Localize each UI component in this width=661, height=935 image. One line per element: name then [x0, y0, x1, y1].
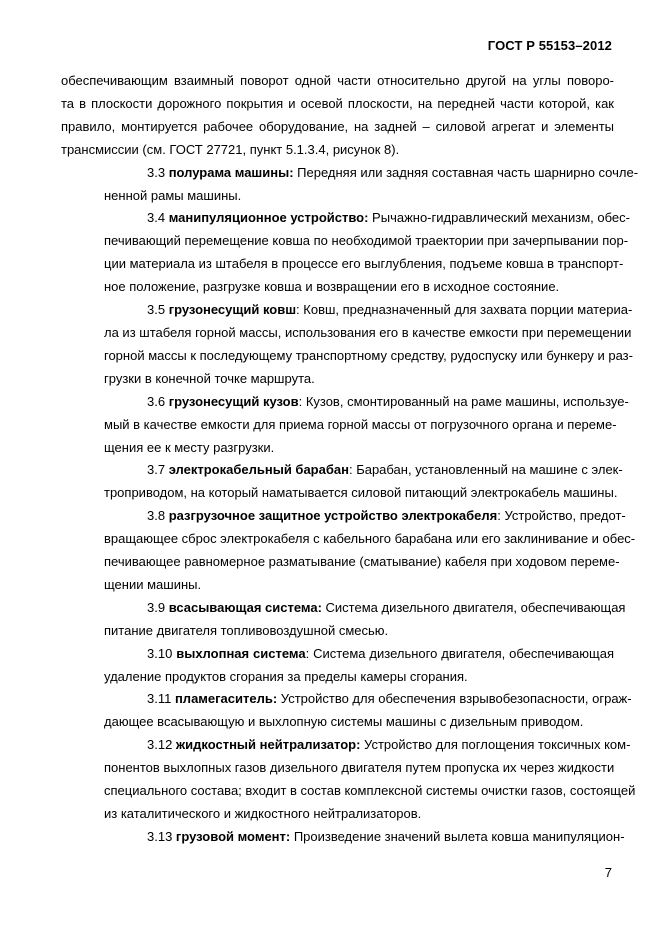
text-line: ла из штабеля горной массы, использования его в качестве емкости при перемещении: [104, 324, 632, 340]
definition-text: Устройство для поглощения токсичных ком-: [360, 737, 631, 753]
clause-number: 3.11: [147, 691, 175, 707]
definition-text: : Устройство, предот-: [497, 508, 626, 524]
text-line: ное положение, разгрузке ковша и возвращении его в исходное состояние.: [104, 279, 560, 295]
definition-paragraph: [61, 207, 630, 299]
text-line: щения ее к месту разгрузки.: [104, 439, 275, 455]
paragraph-first-line: [61, 207, 630, 230]
definition-text: : Система дизельного двигателя, обеспечивающая: [305, 645, 614, 661]
text-line: вращающее сброс электрокабеля с кабельного барабана или его заклинивание и обес-: [104, 531, 636, 547]
definition-text: : Кузов, смонтированный на раме машины, используе-: [298, 393, 629, 409]
clause-number: 3.8: [147, 508, 169, 524]
definition-paragraph: [61, 734, 636, 826]
text-line: щении машины.: [104, 576, 202, 592]
text-line: удаление продуктов сгорания за пределы камеры сгорания.: [104, 668, 468, 684]
text-line: троприводом, на который наматывается силовой питающий электрокабель машины.: [104, 485, 618, 501]
text-line: дающее всасывающую и выхлопную системы машины с дизельным приводом.: [104, 714, 584, 730]
definition-text: Устройство для обеспечения взрывобезопасности, ограж-: [277, 691, 632, 707]
clause-number: 3.10: [147, 645, 177, 661]
definition-paragraph: [61, 459, 623, 505]
text-line: специального состава; входит в состав комплексной системы очистки газов, состоящей: [104, 783, 636, 799]
document-code-header: ГОСТ Р 55153–2012: [487, 38, 612, 53]
definition-paragraph: [61, 688, 632, 734]
defined-term: полурама машины:: [168, 164, 294, 180]
definition-text: Рычажно-гидравлический механизм, обес-: [368, 210, 630, 226]
definition-paragraph: [61, 643, 614, 689]
defined-term: выхлопная система: [176, 645, 306, 661]
text-line: мый в качестве емкости для приема горной массы от погрузочного органа и переме-: [104, 416, 617, 432]
definition-text: Система дизельного двигателя, обеспечивающая: [321, 599, 626, 615]
paragraph-first-line: [61, 505, 626, 528]
text-line: трансмиссии (см. ГОСТ 27721, пункт 5.1.3.4, рисунок 8).: [61, 141, 400, 157]
text-line: питание двигателя топливовоздушной смесью.: [104, 622, 389, 638]
text-line: горной массы к последующему транспортному средству, рудоспуску или бункеру и раз-: [104, 347, 633, 363]
clause-number: 3.4: [147, 210, 169, 226]
text-line: печивающее равномерное разматывание (сматывание) кабеля при ходовом переме-: [104, 554, 620, 570]
clause-number: 3.12: [147, 737, 176, 753]
definition-paragraph: [61, 505, 636, 597]
paragraph-first-line: [61, 299, 633, 322]
definition-paragraph: [61, 391, 629, 460]
defined-term: манипуляционное устройство:: [168, 210, 369, 226]
definition-paragraph: [61, 162, 639, 208]
defined-term: грузонесущий ковш: [168, 302, 297, 318]
defined-term: грузонесущий кузов: [168, 393, 299, 409]
text-line: понентов выхлопных газов дизельного двигателя путем пропуска их через жидкости: [104, 760, 615, 776]
paragraph-first-line: [61, 643, 614, 666]
text-line: обеспечивающим взаимный поворот одной части относительно другой на углы поворо-: [61, 73, 614, 88]
clause-number: 3.9: [147, 599, 169, 615]
paragraph-first-line: [61, 391, 629, 414]
page-number: 7: [604, 865, 612, 880]
clause-number: 3.7: [147, 462, 169, 478]
defined-term: жидкостный нейтрализатор:: [175, 737, 361, 753]
paragraph-first-line: [61, 826, 625, 849]
definition-paragraph: [61, 826, 625, 849]
paragraph-first-line: [61, 459, 623, 482]
text-line: грузки в конечной точке маршрута.: [104, 370, 315, 386]
continuation-paragraph: [61, 70, 614, 162]
definition-paragraph: [61, 299, 633, 391]
defined-term: разгрузочное защитное устройство электрокабеля: [168, 508, 498, 524]
paragraph-first-line: [61, 597, 626, 620]
document-body: [61, 70, 639, 849]
clause-number: 3.6: [147, 393, 169, 409]
clause-number: 3.13: [147, 828, 176, 844]
text-line: из каталитического и жидкостного нейтрализаторов.: [104, 806, 422, 821]
text-line: правило, монтируется рабочее оборудование, на задней – силовой агрегат и элементы: [61, 118, 614, 134]
defined-term: всасывающая система:: [168, 599, 322, 615]
paragraph-first-line: [61, 162, 639, 185]
definition-text: : Ковш, предназначенный для захвата порции материа-: [296, 302, 633, 318]
defined-term: грузовой момент:: [175, 828, 291, 844]
clause-number: 3.5: [147, 302, 169, 318]
paragraph-first-line: [61, 734, 631, 757]
paragraph-first-line: [61, 688, 632, 711]
text-line: печивающий перемещение ковша по необходимой траектории при зачерпывании пор-: [104, 233, 629, 249]
text-line: та в плоскости дорожного покрытия и осевой плоскости, на передней части которой, как: [61, 95, 614, 111]
definition-text: Передняя или задняя составная часть шарнирно сочле-: [293, 164, 639, 180]
text-line: ции материала из штабеля в процессе его выглубления, подъеме ковша в транспорт-: [104, 256, 624, 272]
defined-term: электрокабельный барабан: [168, 462, 349, 478]
definition-paragraph: [61, 597, 626, 643]
defined-term: пламегаситель:: [174, 691, 278, 707]
definition-text: : Барабан, установленный на машине с элек-: [348, 462, 623, 478]
clause-number: 3.3: [147, 164, 169, 180]
text-line: ненной рамы машины.: [104, 187, 242, 203]
definition-text: Произведение значений вылета ковша манипуляцион-: [290, 828, 625, 844]
